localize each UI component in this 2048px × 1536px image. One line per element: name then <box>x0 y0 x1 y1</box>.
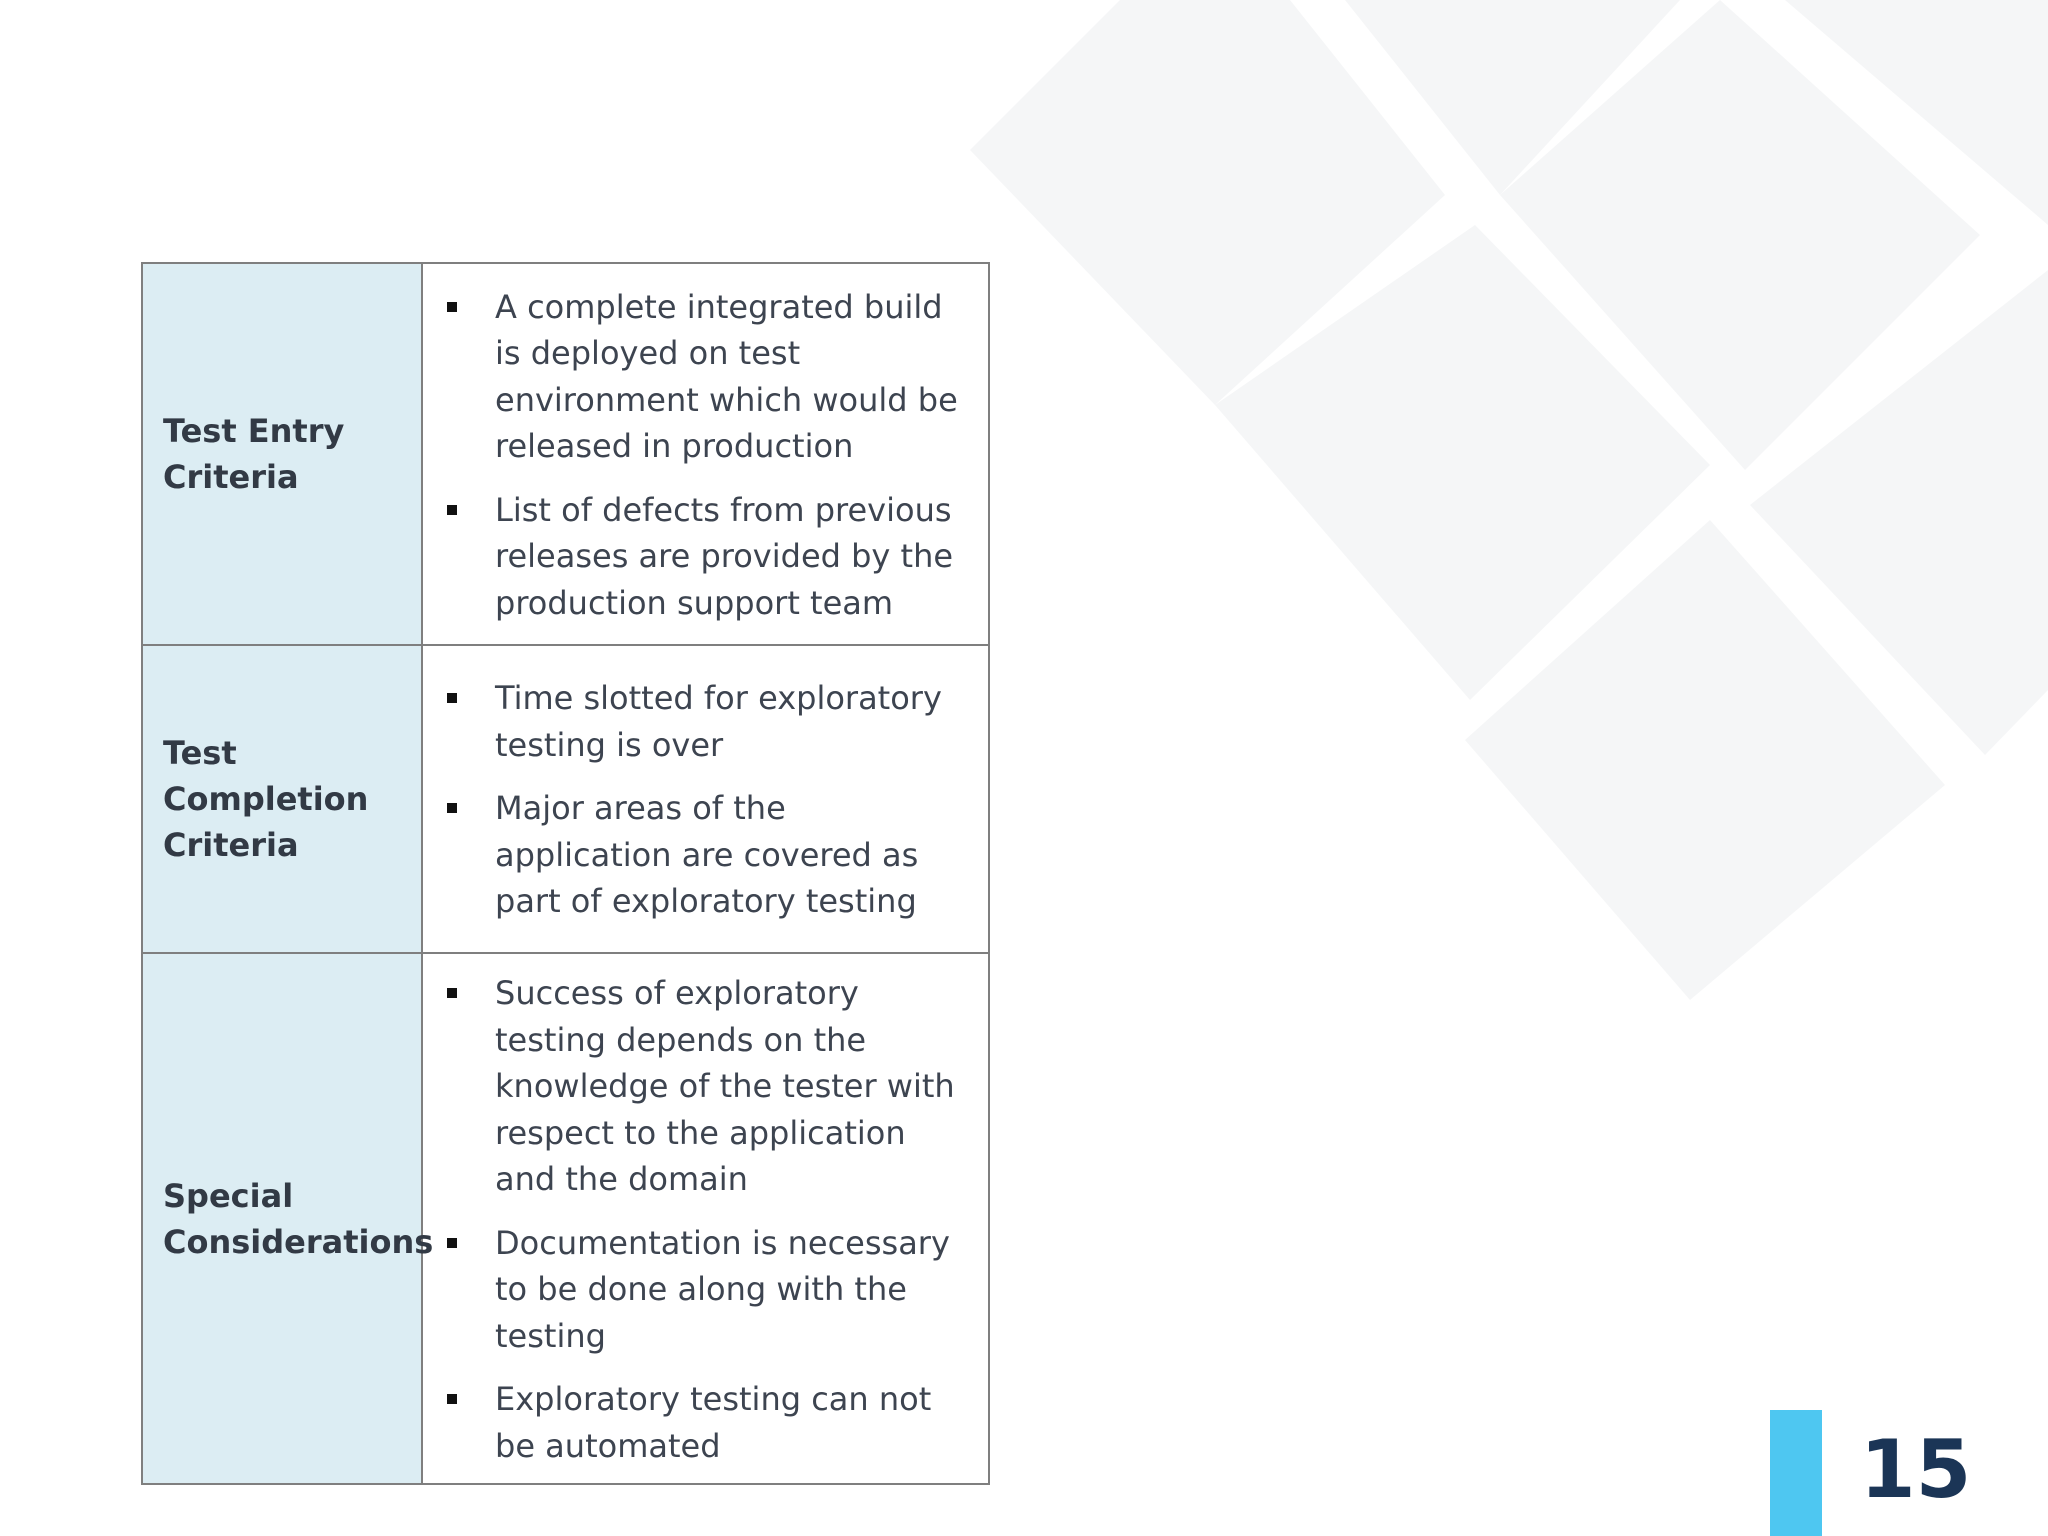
list-item-text: Time slotted for exploratory testing is over <box>495 679 942 764</box>
list-item-text: Success of exploratory testing depends on the knowledge of the tester with respect to the application and the domain <box>495 974 955 1198</box>
bullet-list <box>445 675 968 925</box>
list-item <box>445 284 968 470</box>
criteria-table <box>141 262 990 1485</box>
row-content <box>422 645 989 953</box>
square-bullet-icon <box>447 505 457 515</box>
square-bullet-icon <box>447 1238 457 1248</box>
list-item <box>445 675 968 768</box>
table-row <box>142 645 989 953</box>
square-bullet-icon <box>447 302 457 312</box>
page-number-accent-bar <box>1770 1410 1822 1536</box>
list-item <box>445 487 968 627</box>
list-item <box>445 1220 968 1360</box>
list-item-text: Major areas of the application are covered as part of exploratory testing <box>495 789 919 921</box>
square-bullet-icon <box>447 1394 457 1404</box>
list-item <box>445 970 968 1203</box>
row-label-test-completion-criteria: Test Completion Criteria <box>142 645 422 953</box>
row-label-special-considerations: Special Considerations <box>142 953 422 1484</box>
list-item-text: List of defects from previous releases are provided by the production support team <box>495 490 954 622</box>
list-item <box>445 785 968 925</box>
row-label-test-entry-criteria: Test Entry Criteria <box>142 263 422 645</box>
page-number: 15 <box>1860 1423 1972 1516</box>
bullet-list <box>445 284 968 627</box>
list-item-text: Exploratory testing can not be automated <box>495 1380 932 1465</box>
list-item-text: Documentation is necessary to be done along with the testing <box>495 1223 950 1355</box>
square-bullet-icon <box>447 988 457 998</box>
square-bullet-icon <box>447 803 457 813</box>
row-content <box>422 953 989 1484</box>
list-item-text: A complete integrated build is deployed on test environment which would be released in production <box>495 287 958 466</box>
list-item <box>445 1376 968 1469</box>
bullet-list <box>445 970 968 1469</box>
table-row <box>142 263 989 645</box>
square-bullet-icon <box>447 693 457 703</box>
table-row <box>142 953 989 1484</box>
row-content <box>422 263 989 645</box>
